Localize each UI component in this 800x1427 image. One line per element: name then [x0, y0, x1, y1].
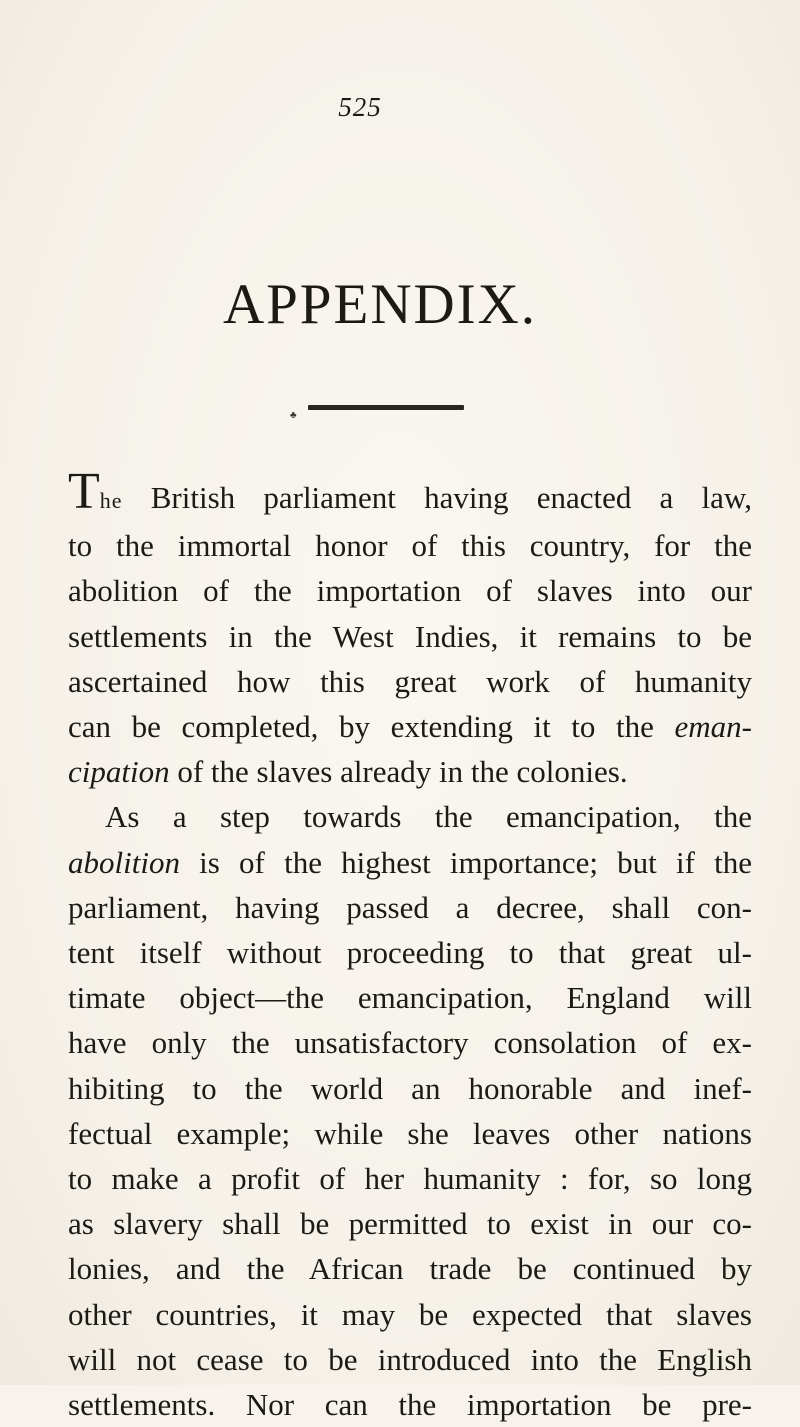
text-line: ascertained how this great work of humanity: [68, 663, 752, 699]
line-text: British parliament having enacted a law,: [150, 480, 753, 515]
text-line: other countries, it may be expected that slaves: [68, 1296, 752, 1332]
body-text: [68, 463, 753, 1427]
italic-text: abolition: [68, 844, 180, 880]
text-line: settlements in the West Indies, it remains to be: [68, 618, 752, 654]
paragraph-2: [68, 794, 752, 1427]
ornament-icon: ♣: [290, 410, 297, 421]
text-line: fectual example; while she leaves other nations: [68, 1115, 752, 1151]
page-number: 525: [338, 92, 382, 122]
text-line: [68, 840, 752, 885]
drop-cap: T: [68, 463, 100, 520]
text-line: [68, 704, 752, 749]
italic-text: eman-: [674, 709, 753, 745]
text-line: to the immortal honor of this country, for the: [68, 528, 752, 564]
text-line: timate object—the emancipation, England will: [68, 980, 752, 1016]
text-line: as slavery shall be permitted to exist in our co-: [68, 1206, 752, 1242]
line-text: of the slaves already in the colonies.: [177, 754, 628, 790]
text-line: hibiting to the world an honorable and inef-: [68, 1070, 752, 1106]
line-text: can be completed, by extending it to the: [68, 709, 654, 745]
text-line: tent itself without proceeding to that great ul-: [68, 935, 752, 971]
text-line: [68, 749, 752, 794]
drop-cap-word: [68, 463, 123, 520]
text-line: lonies, and the African trade be continued by: [68, 1251, 752, 1287]
line-text: is of the highest importance; but if the: [199, 844, 753, 880]
text-line: settlements. Nor can the importation be pre-: [68, 1387, 752, 1423]
appendix-heading: APPENDIX.: [222, 273, 538, 336]
text-line: abolition of the importation of slaves into our: [68, 573, 752, 609]
text-line: parliament, having passed a decree, shall con-: [68, 889, 752, 925]
paragraph-1: [68, 463, 753, 794]
ornamental-rule: [308, 405, 464, 410]
text-line: will not cease to be introduced into the English: [68, 1341, 752, 1377]
text-line: [68, 463, 753, 523]
italic-text: cipation: [68, 754, 170, 790]
text-line: As a step towards the emancipation, the: [105, 799, 752, 835]
text-line: to make a profit of her humanity : for, so long: [68, 1161, 752, 1197]
text-line: have only the unsatisfactory consolation of ex-: [68, 1025, 752, 1061]
small-caps: he: [99, 488, 123, 513]
